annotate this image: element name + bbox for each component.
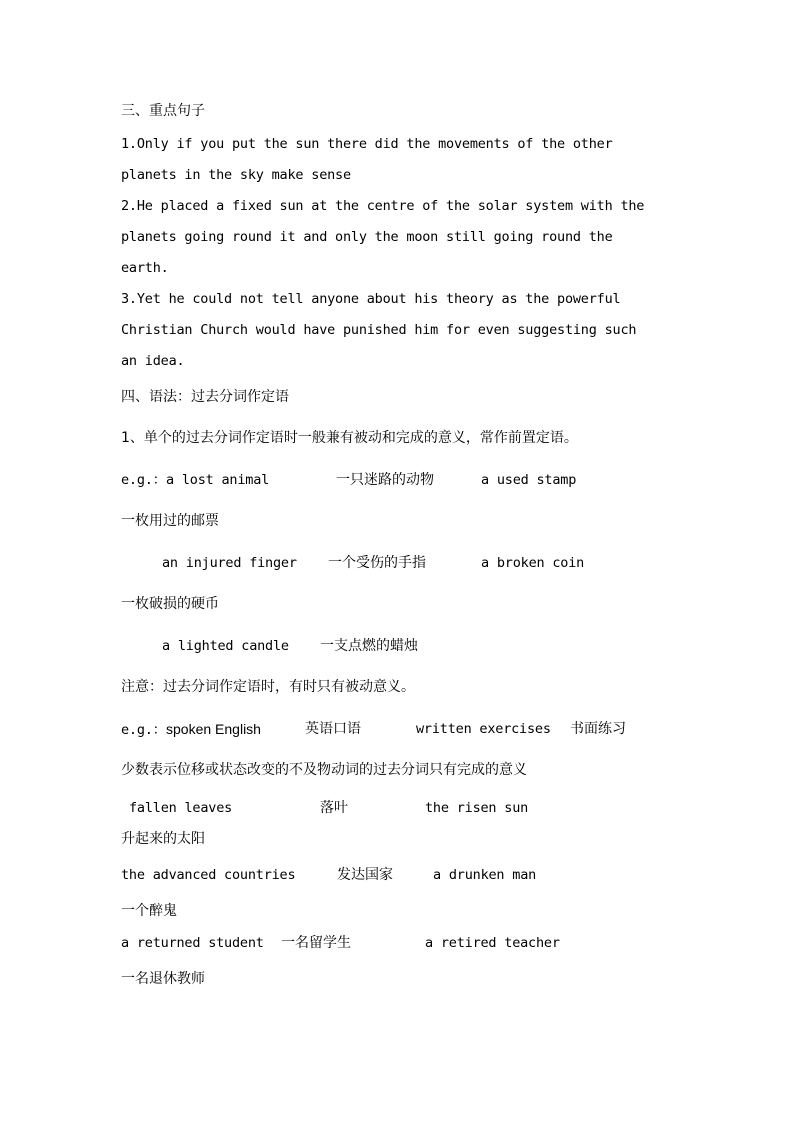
example-en: the risen sun: [425, 800, 529, 816]
example-cn: 一名留学生: [281, 935, 351, 951]
sentence-2-line-1: 2.He placed a fixed sun at the centre of the solar system with the: [121, 198, 645, 214]
example-cn: 发达国家: [337, 867, 393, 883]
eg-prefix: e.g.：: [121, 472, 167, 488]
example-row-1: [121, 471, 269, 489]
note-passive: 注意：过去分词作定语时，有时只有被动意义。: [121, 679, 415, 695]
example-cn: 一支点燃的蜡烛: [320, 638, 418, 654]
example-cn: 一个受伤的手指: [328, 555, 426, 571]
example-en: a drunken man: [433, 867, 537, 883]
example-en: fallen leaves: [129, 800, 233, 816]
example-en: written exercises: [416, 721, 551, 737]
example-en: a returned student: [121, 935, 264, 951]
eg-prefix: e.g.：: [121, 722, 167, 738]
example-cn: 一只迷路的动物: [336, 472, 434, 488]
sentence-3-line-1: 3.Yet he could not tell anyone about his theory as the powerful: [121, 291, 621, 307]
sentence-3-line-2: Christian Church would have punished him for even suggesting such: [121, 322, 637, 338]
intransitive-note: 少数表示位移或状态改变的不及物动词的过去分词只有完成的意义: [121, 762, 527, 778]
sentence-2-line-2: planets going round it and only the moon still going round the: [121, 229, 613, 245]
example-cn: 一名退休教师: [121, 971, 205, 987]
grammar-point-1: 1、单个的过去分词作定语时一般兼有被动和完成的意义，常作前置定语。: [121, 430, 578, 446]
section-3-heading: 三、重点句子: [121, 103, 205, 119]
example-en: the advanced countries: [121, 867, 296, 883]
section-4-heading: 四、语法：过去分词作定语: [121, 389, 289, 405]
example-cn: 书面练习: [570, 721, 626, 737]
example-en: spoken English: [166, 721, 261, 737]
sentence-3-line-3: an idea.: [121, 353, 185, 369]
example-en: a lost animal: [166, 472, 270, 488]
example-cn: 一个醉鬼: [121, 903, 177, 919]
example-en: an injured finger: [162, 555, 297, 571]
example-en: a used stamp: [481, 472, 577, 488]
sentence-1-line-1: 1.Only if you put the sun there did the movements of the other: [121, 136, 613, 152]
example-en: a lighted candle: [162, 638, 289, 654]
example-cn: 一枚破损的硬币: [121, 596, 219, 612]
example-cn: 升起来的太阳: [121, 831, 205, 847]
sentence-1-line-2: planets in the sky make sense: [121, 167, 351, 183]
example-cn: 落叶: [320, 800, 348, 816]
sentence-2-line-3: earth.: [121, 260, 169, 276]
example-en: a broken coin: [481, 555, 585, 571]
example-row-2: [121, 720, 261, 739]
example-en: a retired teacher: [425, 935, 560, 951]
example-cn: 英语口语: [305, 721, 361, 737]
example-cn: 一枚用过的邮票: [121, 513, 219, 529]
